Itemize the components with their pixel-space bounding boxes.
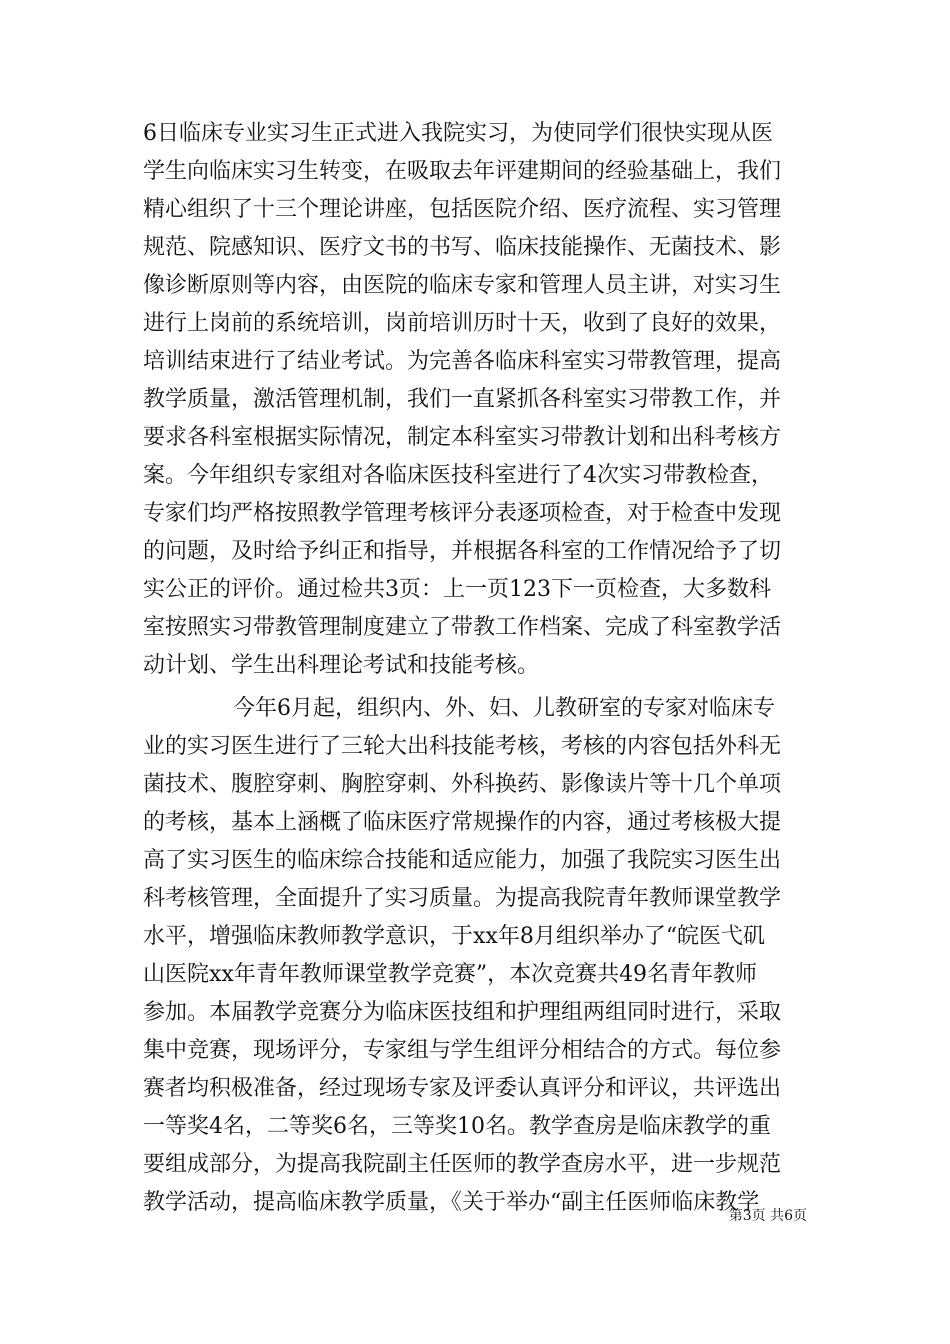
text-line: 集中竞赛，现场评分，专家组与学生组评分相结合的方式。每位参 <box>143 1038 782 1063</box>
page-indicator: 第3页 共6页 <box>728 1208 807 1224</box>
text-line: 山医院xx年青年教师课堂教学竞赛”，本次竞赛共49名青年教师 <box>143 962 758 987</box>
text-line: 水平，增强临床教师教学意识，于xx年8月组织举办了“皖医弋矶 <box>143 924 766 949</box>
text-line: 高了实习医生的临床综合技能和适应能力，加强了我院实习医生出 <box>143 848 782 873</box>
text-line: 科考核管理，全面提升了实习质量。为提高我院青年教师课堂教学 <box>143 886 782 911</box>
text-line: 培训结束进行了结业考试。为完善各临床科室实习带教管理，提高 <box>143 349 782 374</box>
text-line: 教学质量，激活管理机制，我们一直紧抓各科室实习带教工作，并 <box>143 387 782 412</box>
document-body <box>143 115 813 1222</box>
text-line: 教学活动，提高临床教学质量，《关于举办“副主任医师临床教学 <box>143 1190 760 1215</box>
text-line: 专家们均严格按照教学管理考核评分表逐项检查，对于检查中发现 <box>143 501 782 526</box>
text-line: 的考核，基本上涵概了临床医疗常规操作的内容，通过考核极大提 <box>143 810 782 835</box>
text-line: 动计划、学生出科理论考试和技能考核。 <box>143 653 540 678</box>
text-line: 今年6月起，组织内、外、妇、儿教研室的专家对临床专 <box>233 696 775 721</box>
text-line: 赛者均积极准备，经过现场专家及评委认真评分和评议，共评选出 <box>143 1076 782 1101</box>
text-line: 一等奖4名，二等奖6名，三等奖10名。教学查房是临床教学的重 <box>143 1114 771 1139</box>
text-line: 像诊断原则等内容，由医院的临床专家和管理人员主讲，对实习生 <box>143 273 782 298</box>
text-line: 菌技术、腹腔穿刺、胸腔穿刺、外科换药、影像读片等十几个单项 <box>143 772 782 797</box>
text-line: 学生向临床实习生转变，在吸取去年评建期间的经验基础上，我们 <box>143 159 782 184</box>
text-line: 的问题，及时给予纠正和指导，并根据各科室的工作情况给予了切 <box>143 539 782 564</box>
text-line: 进行上岗前的系统培训，岗前培训历时十天，收到了良好的效果， <box>143 311 782 336</box>
text-line: 要组成部分，为提高我院副主任医师的教学查房水平，进一步规范 <box>143 1152 782 1177</box>
text-line: 精心组织了十三个理论讲座，包括医院介绍、医疗流程、实习管理 <box>143 197 782 222</box>
paragraph-1 <box>143 115 813 685</box>
text-line: 规范、院感知识、医疗文书的书写、临床技能操作、无菌技术、影 <box>143 235 782 260</box>
paragraph-2 <box>143 690 813 1222</box>
text-line: 案。今年组织专家组对各临床医技科室进行了4次实习带教检查， <box>143 463 773 488</box>
text-line: 实公正的评价。通过检共3页：上一页123下一页检查，大多数科 <box>143 577 771 602</box>
text-line: 6日临床专业实习生正式进入我院实习，为使同学们很快实现从医 <box>143 121 773 146</box>
text-line: 业的实习医生进行了三轮大出科技能考核，考核的内容包括外科无 <box>143 734 782 759</box>
text-line: 参加。本届教学竞赛分为临床医技组和护理组两组同时进行，采取 <box>143 1000 782 1025</box>
text-line: 要求各科室根据实际情况，制定本科室实习带教计划和出科考核方 <box>143 425 782 450</box>
text-line: 室按照实习带教管理制度建立了带教工作档案、完成了科室教学活 <box>143 615 782 640</box>
